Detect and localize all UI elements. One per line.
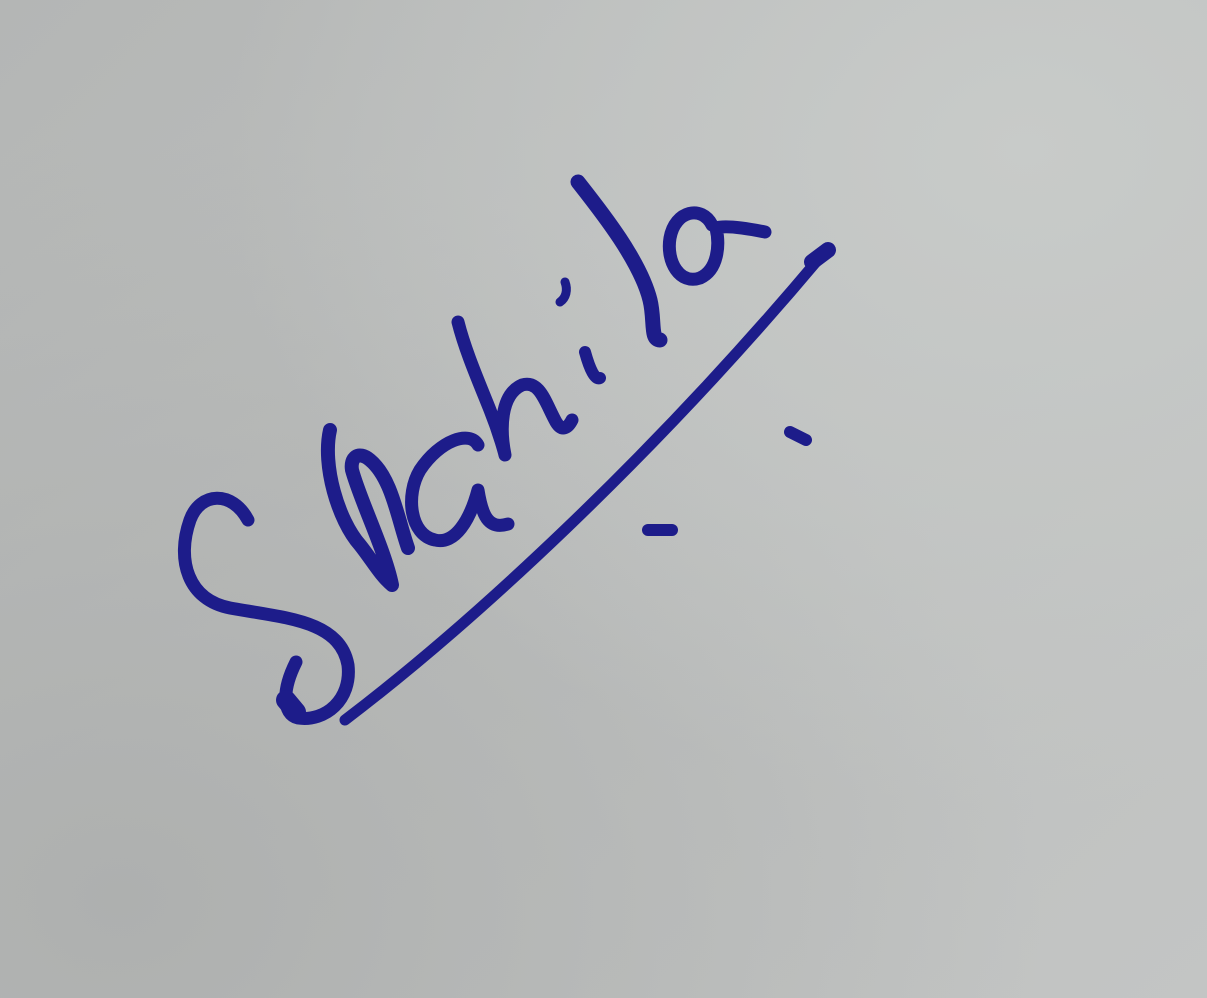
signature-mark-dot-2 bbox=[790, 432, 806, 440]
signature-i-dot bbox=[560, 282, 566, 302]
signature-letter-a-2 bbox=[669, 213, 765, 279]
signature-letter-l bbox=[578, 182, 660, 340]
signature-letter-h bbox=[328, 430, 408, 585]
signature-letter-a bbox=[412, 438, 508, 541]
signature-letter-i bbox=[585, 352, 600, 378]
signature-underline-end bbox=[812, 250, 828, 262]
signature-letter-s bbox=[184, 498, 348, 718]
signature-s-blob bbox=[286, 700, 296, 712]
